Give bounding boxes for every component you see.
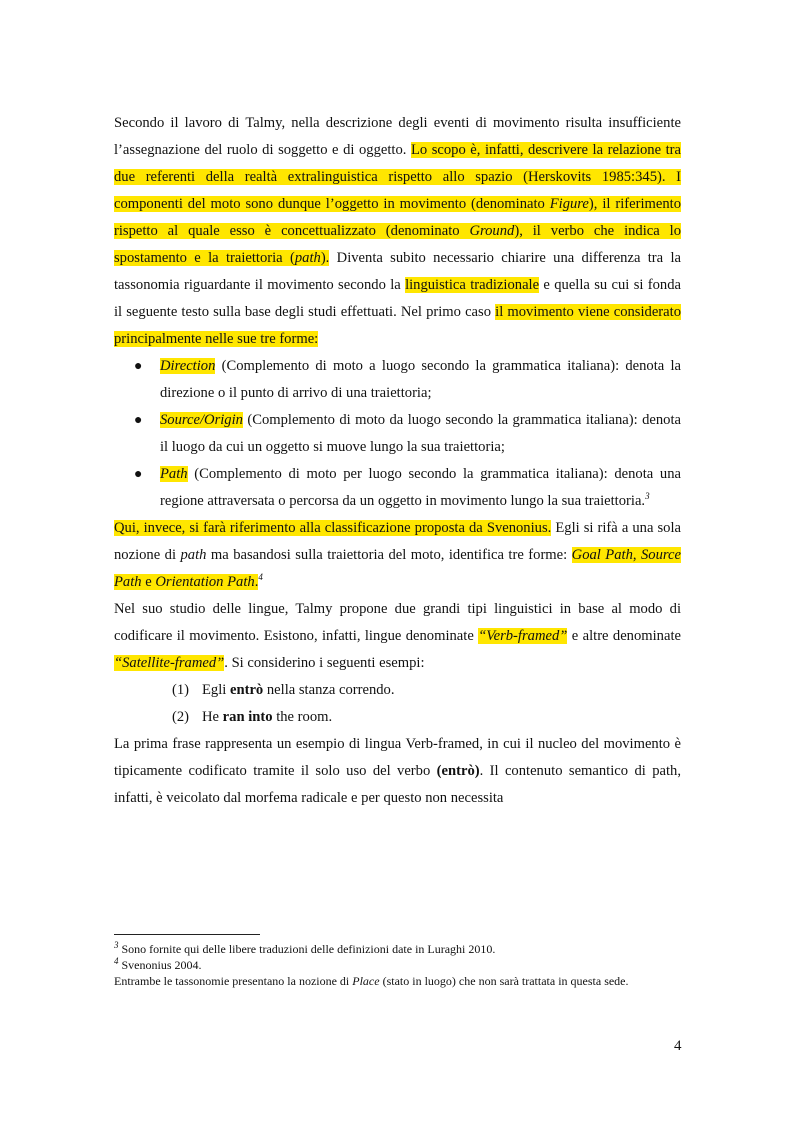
highlight: “Satellite-framed” xyxy=(114,655,225,671)
highlight: il movimento viene considerato principalmente nelle sue tre forme: xyxy=(114,304,681,347)
page-number: 4 xyxy=(674,1038,682,1054)
example-1: (1) Egli entrò nella stanza correndo. xyxy=(172,682,395,698)
list-item: ● Direction (Complemento di moto a luogo secondo la grammatica italiana): denota la direzione o il punto di arrivo di una traiettoria; xyxy=(114,353,681,407)
highlight: Goal Path, Source Path e Orientation Path. xyxy=(114,547,681,590)
footnote-ref[interactable]: 4 xyxy=(258,572,263,583)
footnote-note: Entrambe le tassonomie presentano la nozione di Place (stato in luogo) che non sarà trattata in questa sede. xyxy=(114,974,629,988)
highlight: “Verb-framed” xyxy=(478,628,568,644)
footnote-separator xyxy=(114,934,260,935)
paragraph-talmy-intro xyxy=(114,110,681,353)
text-run: Diventa subito necessario chiarire una differenza tra la tassonomia riguardante il movimento secondo la xyxy=(114,250,681,293)
footnote-3: $^3$ Sono fornite qui delle libere traduzioni delle definizioni date in Luraghi 2010. xyxy=(114,940,496,956)
bullet-icon: ● xyxy=(134,413,143,428)
paragraph-language-types: Nel suo studio delle lingue, Talmy propone due grandi tipi linguistici in base al modo di codificare il movimento. Esistono, infatti, lingue denominate “Verb-framed” e altre denominate “Satellite-framed”. Si considerino i seguenti esempi: xyxy=(114,601,681,671)
bullet-icon: ● xyxy=(134,359,143,374)
list-item: ● Source/Origin (Complemento di moto da luogo secondo la grammatica italiana): denota il luogo da cui un oggetto si muove lungo la sua traiettoria; xyxy=(114,407,681,461)
text-run: Secondo il lavoro di Talmy, nella descrizione degli eventi di movimento risulta insufficiente l’assegnazione del ruolo di soggetto e di oggetto. xyxy=(114,115,681,158)
paragraph-svenonius: Qui, invece, si farà riferimento alla classificazione proposta da Svenonius. Egli si rifà a una sola nozione di path ma basandosi sulla traiettoria del moto, identifica tre forme: Goal Path, Source Path e Orientation Path.$^4$ xyxy=(114,520,682,590)
term: Direction xyxy=(160,358,216,374)
example-2: (2) He ran into the room. xyxy=(172,709,333,725)
page-body xyxy=(114,110,681,812)
highlight: linguistica tradizionale xyxy=(405,277,540,293)
term: Path xyxy=(160,466,188,482)
highlight: Qui, invece, si farà riferimento alla classificazione proposta da Svenonius. xyxy=(114,520,552,536)
footnotes xyxy=(114,941,681,989)
text-run: e quella su cui si fonda il seguente testo sulla base degli studi effettuati. Nel primo caso xyxy=(114,277,681,320)
bullet-icon: ● xyxy=(134,467,143,482)
paragraph-verb-framed: La prima frase rappresenta un esempio di lingua Verb-framed, in cui il nucleo del movimento è tipicamente codificato tramite il solo uso del verbo (entrò). Il contenuto semantico di path, infatti, è veicolato dal morfema radicale e per questo non necessita xyxy=(114,736,681,806)
list-item: ● Path (Complemento di moto per luogo secondo la grammatica italiana): denota una regione attraversata o percorsa da un oggetto in movimento lungo la sua traiettoria.$^3$ xyxy=(114,461,681,515)
bullet-list xyxy=(114,353,681,515)
footnote-4: $^4$ Svenonius 2004. xyxy=(114,956,202,972)
footnote-ref[interactable]: 3 xyxy=(645,491,650,502)
term: Source/Origin xyxy=(160,412,243,428)
highlight: Lo scopo è, infatti, descrivere la relazione tra due referenti della realtà extralinguistica rispetto allo spazio (Herskovits 1985:345). I componenti del moto sono dunque l’oggetto in movimento (denominato Figure), il riferimento rispetto al quale esso è concettualizzato (denominato Ground), il verbo che indica lo spostamento e la traiettoria (path). xyxy=(114,142,682,266)
